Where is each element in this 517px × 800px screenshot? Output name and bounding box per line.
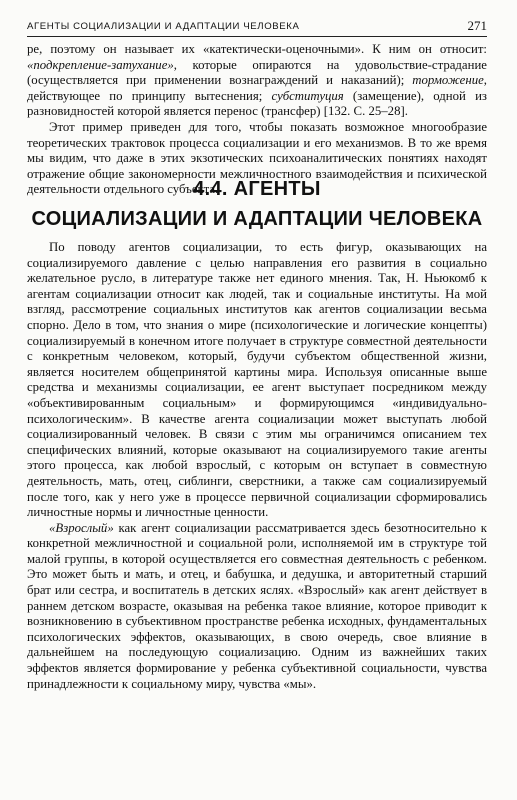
italic-term: субституция [271, 88, 344, 103]
text-run: ре, поэтому он называет их «катектически-оценочными». К ним он относит: [27, 42, 487, 56]
running-header [27, 18, 487, 37]
section-heading-line-1: 4.4. АГЕНТЫ [193, 178, 321, 200]
text-block-top [27, 42, 487, 198]
italic-term: «подкрепление-затухание» [27, 57, 174, 72]
running-title: АГЕНТЫ СОЦИАЛИЗАЦИИ И АДАПТАЦИИ ЧЕЛОВЕКА [27, 21, 300, 32]
text-run: Этот пример приведен для того, чтобы показать возможное многообразие теоретических трактовок процесса социализации и его механизмов. В то же время мы видим, что даже в этих экзотических психоаналитических понятиях находят отражение общие закономерности межличностного взаимодействия и психической деятельности отдельного субъекта. [27, 119, 487, 197]
text-run: , действующее по принципу вытеснения; [27, 73, 487, 103]
text-run: , которые опираются на удовольствие-страдание (осуществляется при применении вознаграждений и наказаний); [27, 57, 487, 88]
text-block-main [27, 240, 487, 692]
italic-term: «Взрослый» [49, 520, 114, 535]
paragraph [27, 42, 487, 120]
text-run: По поводу агентов социализации, то есть фигур, оказывающих на социализируемого давление с целью направления его развития в социально желательное русло, в литературе также нет единого мнения. Так, Н. Ньюкомб к агентам социализации относит как людей, так и социальные институты. На мой взгляд, рассмотрение социальных институтов как агентов социализации весьма спорно. Дело в том, что знания о мире (психологические и логические концепты) социализируемый в конечном итоге получает в структуре совместной деятельности с конкретным человеком, который, будучи субъектом общественной жизни, является носителем общепринятой картины мира. Используя описанные выше средства и механизмы социализации, ее агент выступает посредником между «объективированным социальным» и формирующимся «индивидуально-психологическим». В качестве агента социализации может выступать любой социализированный человек. В связи с этим мы ограничимся описанием тех специфических влияний, которые оказывают на социализируемого такие агенты этого процесса, как любой взрослый, с которым он вступает в совместную деятельность, мать, отец, сиблинги, сверстники, а также сам социализируемый после того, как у него уже в процессе первичной социализации сформировались личностные нормы и личностные ценности. [27, 240, 487, 520]
paragraph [27, 521, 487, 693]
paragraph [27, 240, 487, 521]
text-run: (замещение), одной из разновидностей которой является перенос (трансфер) [132. С. 25–28]. [27, 88, 487, 119]
section-heading [27, 176, 487, 232]
section-heading-line-2: СОЦИАЛИЗАЦИИ И АДАПТАЦИИ ЧЕЛОВЕКА [31, 208, 483, 230]
italic-term: торможение [412, 73, 484, 88]
page-number: 271 [467, 18, 487, 33]
text-run: как агент социализации рассматривается здесь безотносительно к конкретной межличностной и социальной роли, исполняемой им в структуре той малой группы, в которой осуществляется его совместная деятельность с ребенком. Это может быть и мать, и отец, и бабушка, и дедушка, и авторитетный старший брат или сестра, и воспитатель в детских яслях. «Взрослый» как агент действует в раннем детском возрасте, оказывая на ребенка такое влияние, которое приводит к возникновению в субъективном пространстве ребенка исходных, фундаментальных психологических эффектов, оказывающих, в свою очередь, свое влияние в дальнейшем на последующую социализацию. Одним из важнейших таких эффектов является формирование у ребенка субъективной социальности, чувства принадлежности к социальному миру, чувства «мы». [27, 520, 487, 691]
